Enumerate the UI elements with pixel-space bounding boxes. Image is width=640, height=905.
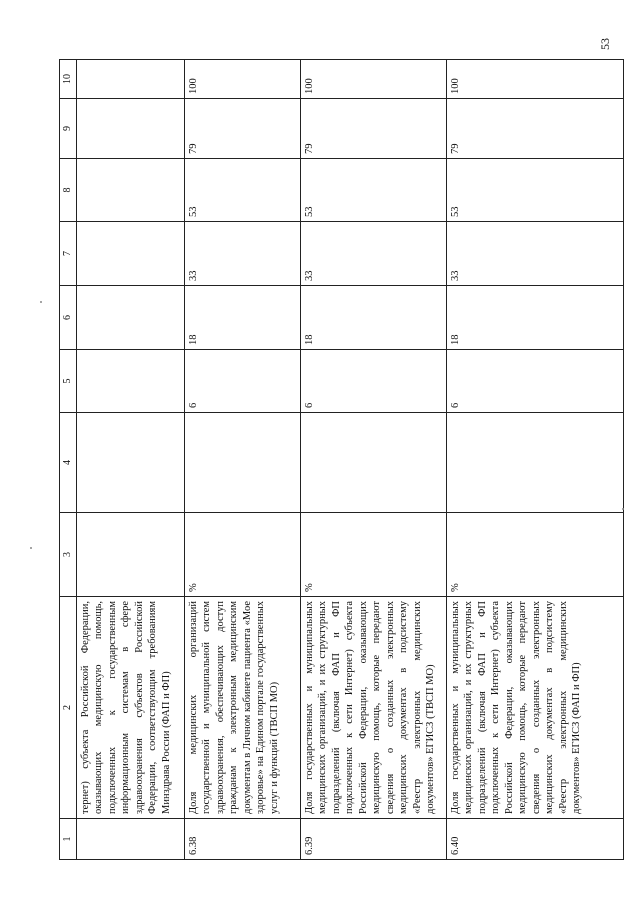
value-cell: [77, 350, 185, 413]
table-row: [301, 60, 447, 860]
value-cell: [77, 99, 185, 159]
unit-cell: %: [447, 513, 624, 597]
value-cell: [301, 413, 447, 513]
value-cell: 100: [447, 60, 624, 99]
value-cell: [77, 60, 185, 99]
column-number-row: [60, 60, 77, 860]
unit-cell: [77, 513, 185, 597]
scan-speck: [40, 301, 42, 303]
unit-cell: %: [185, 513, 301, 597]
row-id: 6.38: [185, 819, 301, 860]
row-id: 6.40: [447, 819, 624, 860]
indicator-description: тернет) субъекта Российской Федерации, оказывающих медицинскую помощь, подключенных к государственным информационным системам в сфере здравоохранения субъектов Российской Федерации, соответствующим требованиям Минздрава России (ФАП и ФП): [77, 597, 185, 819]
value-cell: 6: [447, 350, 624, 413]
value-cell: [447, 413, 624, 513]
indicator-description: Доля государственных и муниципальных медицинских организаций, и их структурных подразделений (включая ФАП и ФП подключенных к сети Интернет) субъекта Российской Федерации, оказывающих медицинскую помощь, которые передают сведения о созданных электронных медицинских документах в подсистему «Реестр электронных медицинских документов» ЕГИСЗ (ФАП и ФП): [447, 597, 624, 819]
value-cell: 100: [185, 60, 301, 99]
row-id: [77, 819, 185, 860]
unit-cell: %: [301, 513, 447, 597]
row-id: 6.39: [301, 819, 447, 860]
table-row: [447, 60, 624, 860]
value-cell: 6: [185, 350, 301, 413]
value-cell: [77, 286, 185, 350]
column-header: 1: [60, 819, 77, 860]
indicator-table: [59, 59, 624, 860]
value-cell: 6: [301, 350, 447, 413]
rotated-table-container: [59, 60, 622, 860]
indicator-description: Доля государственных и муниципальных медицинских организаций, и их структурных подразделений (включая ФАП и ФП подключенных к сети Интернет) субъекта Российской Федерации, оказывающих медицинскую помощь, которые передают сведения о созданных электронных медицинских документах в подсистему «Реестр электронных медицинских документов» ЕГИСЗ (ТВСП МО): [301, 597, 447, 819]
value-cell: [77, 159, 185, 222]
value-cell: 18: [185, 286, 301, 350]
value-cell: 53: [301, 159, 447, 222]
column-header: 7: [60, 222, 77, 286]
scan-speck: [622, 508, 624, 510]
value-cell: 79: [447, 99, 624, 159]
value-cell: [77, 222, 185, 286]
column-header: 10: [60, 60, 77, 99]
column-header: 8: [60, 159, 77, 222]
value-cell: 18: [301, 286, 447, 350]
value-cell: 53: [447, 159, 624, 222]
column-header: 6: [60, 286, 77, 350]
value-cell: 53: [185, 159, 301, 222]
table-row: [77, 60, 185, 860]
table-row: [185, 60, 301, 860]
value-cell: [185, 413, 301, 513]
column-header: 9: [60, 99, 77, 159]
column-header: 2: [60, 597, 77, 819]
page-number: 53: [598, 38, 612, 50]
value-cell: 79: [301, 99, 447, 159]
value-cell: 18: [447, 286, 624, 350]
table-rotation-frame: [59, 60, 622, 860]
column-header: 4: [60, 413, 77, 513]
value-cell: [77, 413, 185, 513]
value-cell: 33: [185, 222, 301, 286]
value-cell: 33: [447, 222, 624, 286]
value-cell: 79: [185, 99, 301, 159]
value-cell: 33: [301, 222, 447, 286]
value-cell: 100: [301, 60, 447, 99]
column-header: 5: [60, 350, 77, 413]
scan-speck: [30, 547, 32, 549]
indicator-description: Доля медицинских организаций государственной и муниципальной систем здравоохранения, обеспечивающих доступ гражданам к электронным медицинским документам в Личном кабинете пациента «Мое здоровье» на Едином портале государственных услуг и функций (ТВСП МО): [185, 597, 301, 819]
column-header: 3: [60, 513, 77, 597]
